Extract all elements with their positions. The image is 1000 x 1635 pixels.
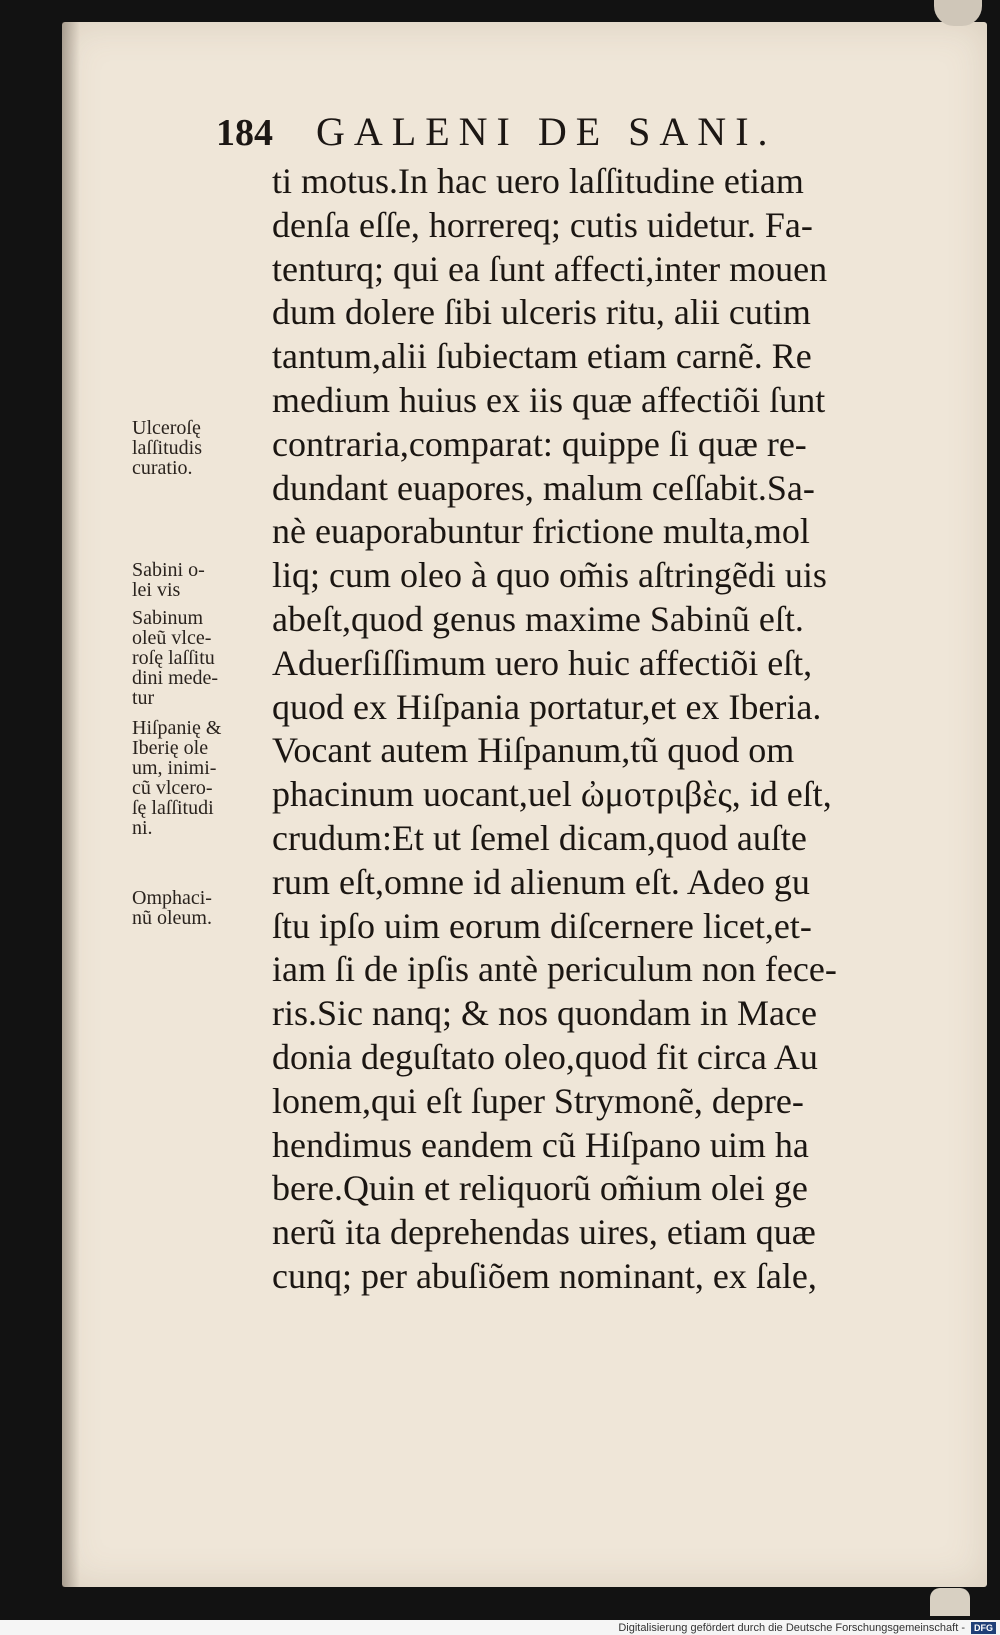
text-line: ſtu ipſo uim eorum diſcernere licet,et- — [272, 905, 812, 946]
text-line: hendimus eandem cũ Hiſpano uim ha — [272, 1124, 809, 1165]
text-line: quod ex Hiſpania portatur,et ex Iberia. — [272, 686, 822, 727]
main-text-block — [272, 160, 892, 1299]
margin-note-line: Ulceroſę — [132, 417, 201, 439]
margin-note — [132, 608, 218, 708]
text-line: Aduerſiſſimum uero huic affectiõi eſt, — [272, 642, 813, 683]
margin-note-line: roſę laſſitu — [132, 647, 215, 669]
margin-note-line: cũ vlcero- — [132, 777, 213, 799]
margin-note — [132, 418, 202, 478]
margin-note — [132, 888, 212, 928]
margin-note-line: Omphaci- — [132, 887, 212, 909]
text-line: crudum:Et ut ſemel dicam,quod auſte — [272, 817, 807, 858]
text-line: contraria,comparat: quippe ſi quæ re- — [272, 423, 807, 464]
text-line: iam ſi de ipſis antè periculum non fece- — [272, 949, 837, 990]
margin-note-line: Sabini o- — [132, 559, 205, 581]
text-line: lonem,qui eſt ſuper Strymonẽ, depre- — [272, 1080, 804, 1121]
margin-note-line: tur — [132, 687, 155, 709]
text-line: phacinum uocant,uel ὠμοτριβὲς, id eſt, — [272, 774, 832, 815]
text-line: bere.Quin et reliquorũ om̃ium olei ge — [272, 1168, 808, 1209]
text-line: dundant euapores, malum ceſſabit.Sa- — [272, 467, 815, 508]
page-number: 184 — [216, 112, 273, 154]
spine-shadow — [62, 22, 80, 1587]
footer-credit: Digitalisierung gefördert durch die Deutsche Forschungsgemeinschaft - — [618, 1621, 965, 1634]
margin-note-line: dini mede- — [132, 667, 219, 689]
margin-note-line: ſę laſſitudi — [132, 797, 214, 819]
text-line: tenturq; qui ea ſunt affecti,inter mouen — [272, 248, 828, 289]
text-line: ris.Sic nanq; & nos quondam in Mace — [272, 993, 817, 1034]
text-line: nè euaporabuntur frictione multa,mol — [272, 511, 810, 552]
margin-note-line: Sabinum — [132, 607, 204, 629]
margin-note-line: um, inimi- — [132, 757, 217, 779]
margin-note — [132, 560, 205, 600]
text-line: Vocant autem Hiſpanum,tũ quod om — [272, 730, 795, 771]
margin-note-line: oleũ vlce- — [132, 627, 212, 649]
margin-note-line: Hiſpanię & — [132, 717, 222, 739]
text-line: liq; cum oleo à quo om̃is aſtringẽdi uis — [272, 555, 827, 596]
margin-note-line: curatio. — [132, 457, 193, 479]
text-line: nerũ ita deprehendas uires, etiam quæ — [272, 1212, 816, 1253]
text-line: cunq; per abuſiõem nominant, ex ſale, — [272, 1255, 817, 1296]
text-line: medium huius ex iis quæ affectiõi ſunt — [272, 379, 826, 420]
running-title: GALENI DE SANI. — [316, 109, 777, 154]
margin-note-line: ni. — [132, 817, 153, 839]
text-line: denſa eſſe, horrereq; cutis uidetur. Fa- — [272, 204, 813, 245]
text-line: rum eſt,omne id alienum eſt. Adeo gu — [272, 861, 810, 902]
running-head — [216, 108, 856, 160]
footer-bar — [0, 1620, 1000, 1635]
text-line: tantum,alii ſubiectam etiam carnẽ. Re — [272, 336, 812, 377]
margin-note — [132, 718, 221, 838]
page-corner-bottom — [930, 1588, 970, 1616]
margin-note-line: laſſitudis — [132, 437, 202, 459]
text-line: dum dolere ſibi ulceris ritu, alii cutim — [272, 292, 811, 333]
text-line: ti motus.In hac uero laſſitudine etiam — [272, 161, 804, 201]
text-line: abeſt,quod genus maxime Sabinũ eſt. — [272, 598, 804, 639]
margin-note-line: Iberię ole — [132, 737, 209, 759]
dfg-logo: DFG — [971, 1622, 996, 1634]
text-line: donia deguſtato oleo,quod fit circa Au — [272, 1036, 818, 1077]
margin-note-line: lei vis — [132, 579, 181, 601]
margin-note-line: nũ oleum. — [132, 907, 212, 929]
